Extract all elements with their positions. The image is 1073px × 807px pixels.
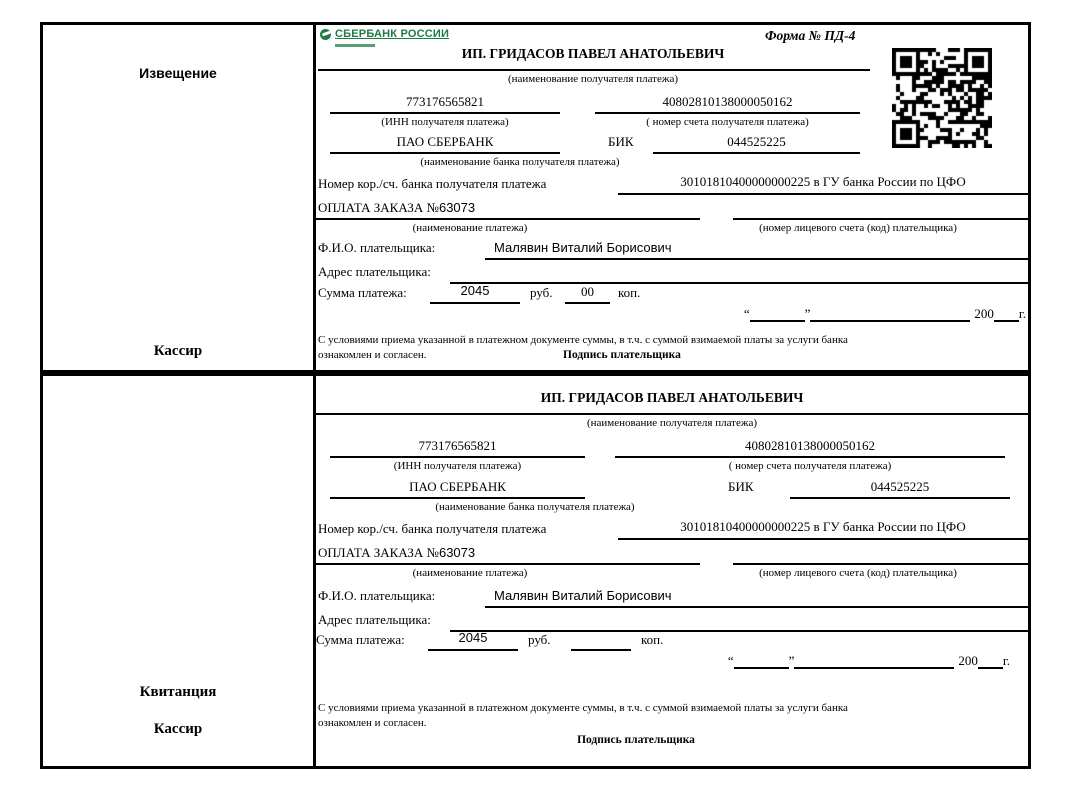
receipt-form [316,376,1028,766]
inn-value: 773176565821 [406,94,484,109]
agreement-line1: С условиями приема указанной в платежном документе суммы, в т.ч. с суммой взимаемой платы за услуги банка [318,702,848,714]
purpose-row [318,545,475,561]
form-number: Форма № ПД-4 [765,28,856,43]
quote-close: ” [788,653,795,668]
purpose-caption: (наименование платежа) [412,222,528,234]
signature-label-top: Подпись плательщика [563,349,681,361]
sberbank-logo-icon [320,29,331,40]
date-year-suffix: г. [1018,306,1026,321]
corr-value: 30101810400000000225 в ГУ банка России по ЦФО [680,174,966,189]
account-caption: ( номер счета получателя платежа) [728,460,892,472]
amount-label: Сумма платежа: [316,632,405,647]
inn-caption: (ИНН получателя платежа) [393,460,522,472]
account-value: 40802810138000050162 [662,94,793,109]
bik-value: 044525225 [727,134,786,149]
payer-value: Малявин Виталий Борисович [494,240,672,255]
kop-label: коп. [618,285,641,300]
receipt-label: Квитанция [139,684,217,700]
payee-underline [318,69,870,71]
quote-open: “ [743,306,750,321]
bank-name: ПАО СБЕРБАНК [396,134,494,149]
bank-name: ПАО СБЕРБАНК [409,479,506,494]
purpose-label: ОПЛАТА ЗАКАЗА № [318,200,439,215]
date-row [744,306,1026,322]
corr-label: Номер кор./сч. банка получателя платежа [318,521,547,536]
date-row [728,653,1010,669]
inn-value: 773176565821 [418,438,497,453]
quote-close: ” [804,306,811,321]
cashier-label-bottom: Кассир [153,721,203,737]
notice-form [316,25,1028,370]
receipt-section [40,373,1031,769]
address-label: Адрес плательщика: [318,612,431,627]
inn-caption: (ИНН получателя платежа) [381,116,509,128]
cashier-label-top: Кассир [153,343,203,359]
bik-label: БИК [608,134,634,149]
date-century: 200 [974,306,994,321]
quote-open: “ [727,653,734,668]
bank-caption: (наименование банка получателя платежа) [420,156,620,168]
corr-value: 30101810400000000225 в ГУ банка России по ЦФО [680,519,966,534]
bik-label: БИК [728,479,754,494]
order-number: 63073 [438,545,476,560]
notice-label: Извещение [139,65,217,81]
date-century: 200 [958,653,978,668]
signature-label-bottom: Подпись плательщика [577,734,695,746]
address-label: Адрес плательщика: [318,264,431,279]
payee-caption: (наименование получателя платежа) [507,73,679,85]
sberbank-logo-text: СБЕРБАНК РОССИИ [335,28,450,40]
payee-caption: (наименование получателя платежа) [586,417,758,429]
agreement-line2: ознакомлен и согласен. [318,349,427,361]
amount-value: 2045 [460,283,490,298]
amount-label: Сумма платежа: [318,285,407,300]
sberbank-logo [320,28,449,40]
notice-left-column [43,25,316,370]
agreement-line2: ознакомлен и согласен. [318,717,427,729]
kopecks-value: 00 [581,284,594,299]
rub-label: руб. [528,632,551,647]
payee-name: ИП. ГРИДАСОВ ПАВЕЛ АНАТОЛЬЕВИЧ [461,46,725,61]
amount-value: 2045 [458,630,488,645]
kop-label: коп. [641,632,664,647]
purpose-label: ОПЛАТА ЗАКАЗА № [318,545,439,560]
bank-caption: (наименование банка получателя платежа) [435,501,635,513]
qr-code [892,48,992,148]
payer-value: Малявин Виталий Борисович [494,588,672,603]
purpose-caption: (наименование платежа) [412,567,528,579]
purpose-row [318,200,475,216]
payee-name: ИП. ГРИДАСОВ ПАВЕЛ АНАТОЛЬЕВИЧ [540,390,804,405]
bik-value: 044525225 [870,479,930,494]
account-caption: ( номер счета получателя платежа) [646,116,809,128]
agreement-line1: С условиями приема указанной в платежном документе суммы, в т.ч. с суммой взимаемой платы за услуги банка [318,334,848,346]
corr-label: Номер кор./сч. банка получателя платежа [318,176,547,191]
date-year-suffix: г. [1002,653,1010,668]
personal-acc-caption: (номер лицевого счета (код) плательщика) [759,567,957,579]
receipt-left-column [43,376,316,766]
personal-acc-caption: (номер лицевого счета (код) плательщика) [759,222,957,234]
notice-section [40,22,1031,373]
order-number: 63073 [438,200,476,215]
payer-label: Ф.И.О. плательщика: [318,240,436,255]
rub-label: руб. [530,285,553,300]
payer-label: Ф.И.О. плательщика: [318,588,436,603]
account-value: 40802810138000050162 [745,438,875,453]
